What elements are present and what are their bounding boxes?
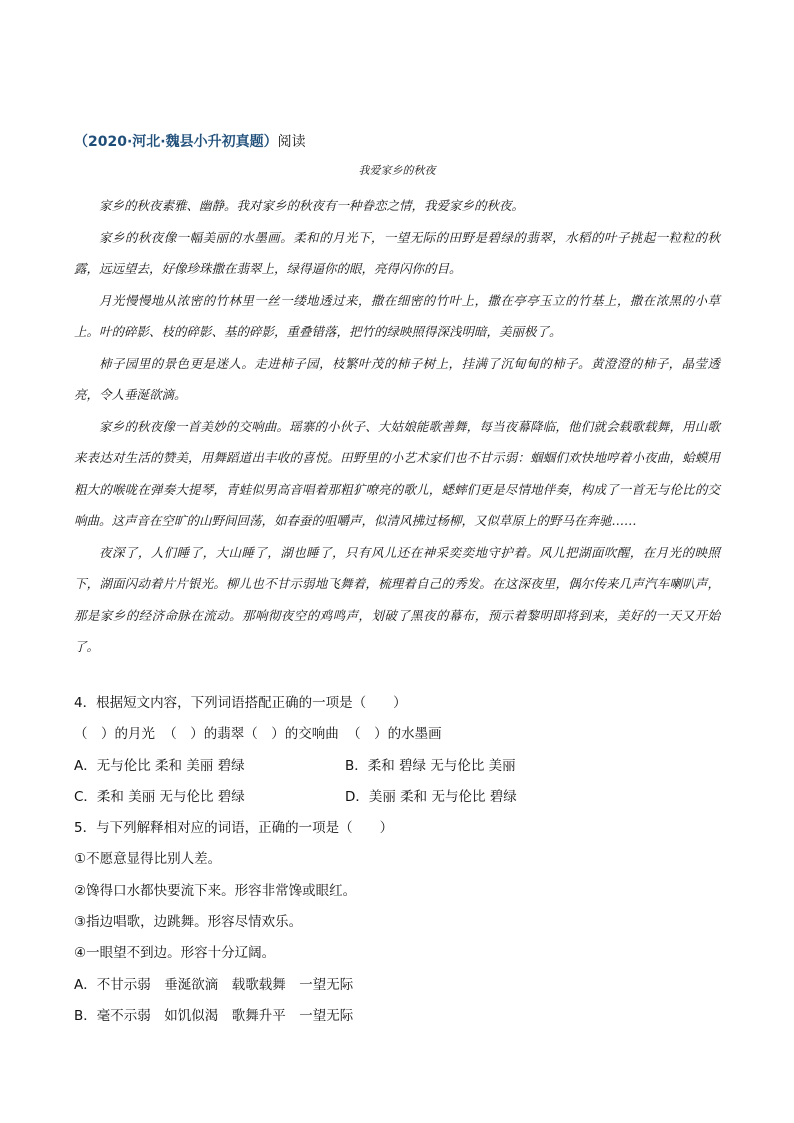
definition-item: ④一眼望不到边。形容十分辽阔。	[74, 945, 276, 962]
essay-paragraph: 家乡的秋夜素雅、幽静。我对家乡的秋夜有一种眷恋之情，我爱家乡的秋夜。	[99, 198, 525, 213]
essay-paragraph: 夜深了，人们睡了，大山睡了，湖也睡了，只有风儿还在神采奕奕地守护着。风儿把湖面吹醒，在月光的映照下，湖面闪动着片片银光。柳儿也不甘示弱地飞舞着，梳理着自己的秀发。在这深夜里，偶尔传来几声汽车喇叭声，那是家乡的经济命脉在流动。那响彻夜空的鸡鸣声，划破了黑夜的幕布，预示着黎明即将到来，美好的一天又开始了。	[74, 544, 720, 654]
essay-paragraph: 月光慢慢地从浓密的竹林里一丝一缕地透过来，撒在细密的竹叶上，撒在亭亭玉立的竹基上，撒在浓黑的小草上。叶的碎影、枝的碎影、基的碎影，重叠错落，把竹的绿映照得深浅明暗，美丽极了。	[74, 292, 720, 339]
question-5-stem: 5．与下列解释相对应的词语，正确的一项是（ ）	[74, 820, 394, 837]
blank-phrase: （ ）的水墨画	[347, 726, 442, 743]
source-tag: （2020·河北·魏县小升初真题）	[74, 134, 278, 150]
question-4-stem: 4．根据短文内容，下列词语搭配正确的一项是（ ）	[74, 695, 407, 711]
definition-item: ①不愿意显得比别人差。	[74, 851, 222, 868]
definition-item: ②馋得口水都快要流下来。形容非常馋或眼红。	[74, 882, 357, 899]
definition-item: ③指边唱歌，边跳舞。形容尽情欢乐。	[74, 914, 303, 931]
questions-section	[74, 688, 734, 1032]
question-4-options-row-2	[74, 782, 734, 813]
instruction-label: 阅读	[277, 134, 306, 150]
option-a[interactable]: A．不甘示弱 垂涎欲滴 载歌载舞 一望无际	[74, 976, 354, 993]
blank-phrase: （ ）的月光	[74, 726, 155, 743]
essay-paragraph: 柿子园里的景色更是迷人。走进柿子园，枝繁叶茂的柿子树上，挂满了沉甸甸的柿子。黄澄澄的柿子，晶莹透亮，令人垂涎欲滴。	[74, 355, 720, 402]
option-b[interactable]: B．毫不示弱 如饥似渴 歌舞升平 一望无际	[74, 1007, 354, 1024]
blank-phrase: （ ）的翡翠（ ）的交响曲	[163, 726, 339, 743]
option-d[interactable]: D．美丽 柔和 无与伦比 碧绿	[345, 788, 517, 805]
option-c[interactable]: C．柔和 美丽 无与伦比 碧绿	[74, 788, 245, 805]
option-b[interactable]: B．柔和 碧绿 无与伦比 美丽	[345, 757, 516, 774]
question-4-options-row-1	[74, 751, 734, 782]
essay-paragraph: 家乡的秋夜像一幅美丽的水墨画。柔和的月光下，一望无际的田野是碧绿的翡翠，水稻的叶子挑起一粒粒的秋露，远远望去，好像珍珠撒在翡翠上，绿得逼你的眼，亮得闪你的目。	[74, 229, 720, 276]
question-4-blanks	[74, 719, 734, 750]
essay-title: 我爱家乡的秋夜	[358, 164, 436, 177]
question-source-line	[74, 131, 306, 153]
essay-paragraph: 家乡的秋夜像一首美妙的交响曲。瑶寨的小伙子、大姑娘能歌善舞，每当夜幕降临，他们就会载歌载舞，用山歌来表达对生活的赞美，用舞蹈道出丰收的喜悦。田野里的小艺术家们也不甘示弱：蝈蝈们欢快地哼着小夜曲，蛤蟆用粗大的喉咙在弹奏大提琴，青蛙似男高音唱着那粗犷嘹亮的歌儿，蟋蟀们更是尽情地伴奏，构成了一首无与伦比的交响曲。这声音在空旷的山野间回荡，如春蚕的咀嚼声，似清风拂过杨柳，又似草原上的野马在奔驰……	[74, 418, 720, 528]
option-a[interactable]: A．无与伦比 柔和 美丽 碧绿	[74, 757, 245, 774]
essay-body	[74, 190, 720, 663]
